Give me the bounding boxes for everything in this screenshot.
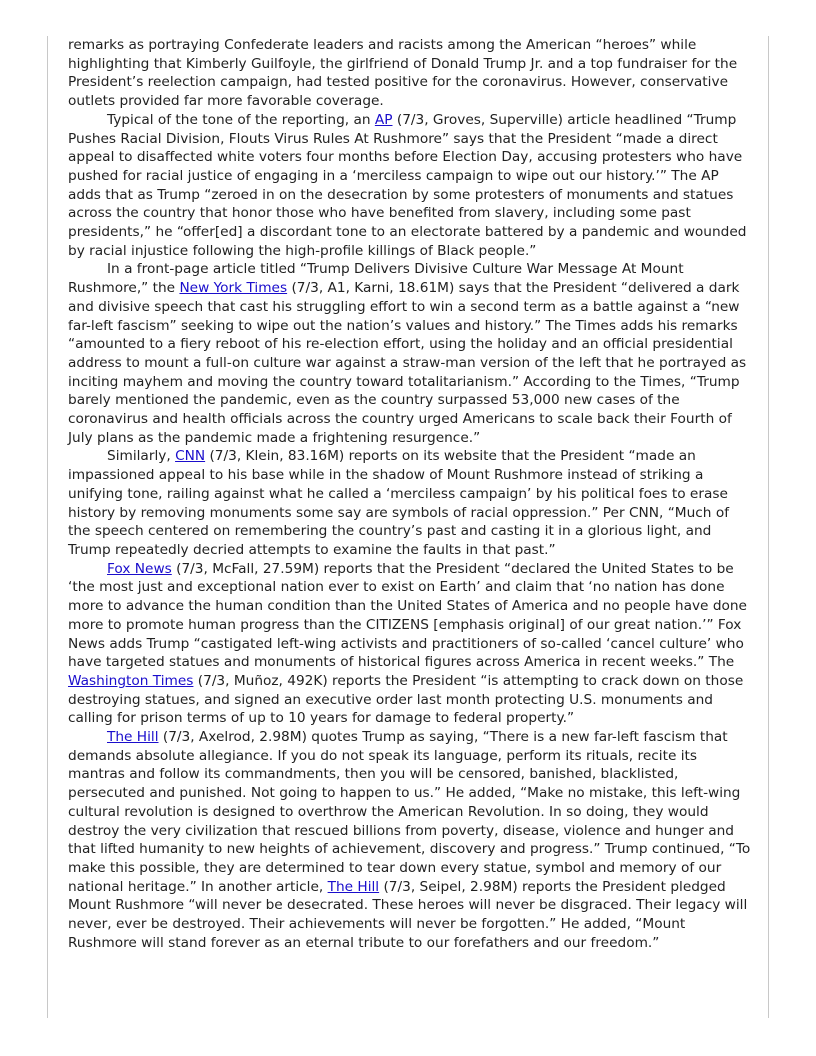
paragraph-text: (7/3, Seipel, 2.98M) reports the President pledged Mount Rushmore “will never be desecrated. These heroes will never be disgraced. Their legacy will never, ever be destroyed. Their achievements will never be forgotten.” He added, “Mount Rushmore will stand forever as an eternal tribute to our forefathers and our freedom.” bbox=[68, 878, 748, 951]
source-link-fox-news[interactable]: Fox News bbox=[107, 560, 172, 577]
paragraph bbox=[68, 36, 754, 111]
source-link-ap[interactable]: AP bbox=[374, 111, 393, 128]
source-link-the-hill[interactable]: The Hill bbox=[107, 729, 159, 746]
paragraph bbox=[68, 728, 754, 952]
source-link-cnn[interactable]: CNN bbox=[175, 448, 206, 465]
paragraph-text: Typical of the tone of the reporting, an bbox=[107, 111, 375, 128]
source-link-new-york-times[interactable]: New York Times bbox=[179, 280, 288, 297]
paragraph-text: (7/3, A1, Karni, 18.61M) says that the President “delivered a dark and divisive speech that cast his struggling effort to win a second term as a battle against a “new far-left fascism” seeking to wipe out the nation’s values and history.” The Times adds his remarks “amounted to a fiery reboot of his re-election effort, using the holiday and an official presidential address to mount a full-on culture war against a straw-man version of the left that he portrayed as inciting mayhem and moving the country toward totalitarianism.” According to the Times, “Trump barely mentioned the pandemic, even as the country surpassed 53,000 new cases of the coronavirus and health officials across the country urged Americans to scale back their Fourth of July plans as the pandemic made a frightening resurgence.” bbox=[68, 280, 747, 446]
paragraph-text: (7/3, Klein, 83.16M) reports on its website that the President “made an impassioned appeal to his base while in the shadow of Mount Rushmore instead of striking a unifying tone, railing against what he called a ‘merciless campaign’ by his political foes to erase history by removing monuments some say are symbols of racial oppression.” Per CNN, “Much of the speech centered on remembering the country’s past and casting it in a glorious light, and Trump repeatedly decried attempts to examine the faults in that past.” bbox=[68, 448, 730, 558]
source-link-the-hill[interactable]: The Hill bbox=[327, 878, 380, 895]
right-margin-rule bbox=[768, 36, 769, 1018]
paragraph-text: (7/3, Axelrod, 2.98M) quotes Trump as saying, “There is a new far-left fascism that demands absolute allegiance. If you do not speak its language, perform its rituals, recite its mantras and follow its commandments, then you will be censored, banished, blacklisted, persecuted and punished. Not going to happen to us.” He added, “Make no mistake, this left-wing cultural revolution is designed to overthrow the American Revolution. In so doing, they would destroy the very civilization that rescued billions from poverty, disease, violence and hunger and that lifted humanity to new heights of achievement, discovery and progress.” Trump continued, “To make this possible, they are determined to tear down every statue, symbol and memory of our national heritage.” In another article, bbox=[68, 729, 751, 895]
left-margin-rule bbox=[47, 36, 48, 1018]
paragraph-text: (7/3, Muñoz, 492K) reports the President “is attempting to crack down on those destroying statues, and signed an executive order last month protecting U.S. monuments and calling for prison terms of up to 10 years for damage to federal property.” bbox=[68, 672, 744, 727]
article-body bbox=[68, 36, 754, 952]
paragraph bbox=[68, 560, 754, 728]
paragraph-text: In a front-page article titled “Trump Delivers Divisive Culture War Message At Mount Rushmore,” the bbox=[68, 261, 684, 297]
paragraph bbox=[68, 111, 754, 261]
paragraph bbox=[68, 447, 754, 559]
paragraph bbox=[68, 260, 754, 447]
paragraph-text: (7/3, Groves, Superville) article headlined “Trump Pushes Racial Division, Flouts Virus Rules At Rushmore” says that the President “made a direct appeal to disaffected white voters four months before Election Day, accusing protesters who have pushed for racial justice of engaging in a ‘merciless campaign to wipe out our history.’” The AP adds that as Trump “zeroed in on the desecration by some protesters of monuments and statues across the country that honor those who have benefited from slavery, including some past presidents,” he “offer[ed] a discordant tone to an electorate battered by a pandemic and wounded by racial injustice following the high-profile killings of Black people.” bbox=[68, 111, 747, 259]
paragraph-text: remarks as portraying Confederate leaders and racists among the American “heroes” while highlighting that Kimberly Guilfoyle, the girlfriend of Donald Trump Jr. and a top fundraiser for the President’s reelection campaign, had tested positive for the coronavirus. However, conservative outlets provided far more favorable coverage. bbox=[68, 37, 738, 110]
source-link-washington-times[interactable]: Washington Times bbox=[68, 672, 194, 689]
paragraph-text: (7/3, McFall, 27.59M) reports that the President “declared the United States to be ‘the most just and exceptional nation ever to exist on Earth’ and claim that ‘no nation has done more to advance the human condition than the United States of America and no people have done more to promote human progress than the CITIZENS [emphasis original] of our great nation.’” Fox News adds Trump “castigated left-wing activists and practitioners of so-called ‘cancel culture’ who have targeted statues and monuments of historical figures across America in recent weeks.” The bbox=[68, 560, 747, 671]
paragraph-text: Similarly, bbox=[107, 448, 176, 465]
